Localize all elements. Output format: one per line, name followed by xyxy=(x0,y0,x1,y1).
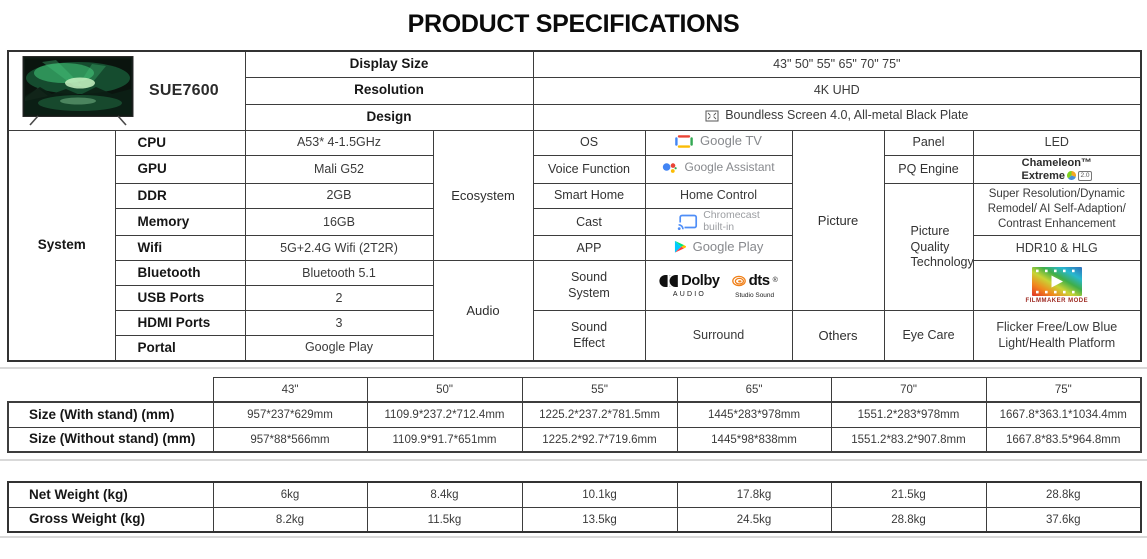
size-col-75: 75" xyxy=(986,377,1141,402)
dts-swirl-icon xyxy=(732,275,746,287)
audio-sound-system-label: Sound System xyxy=(533,261,645,311)
size-without-stand-70: 1551.2*83.2*907.8mm xyxy=(831,427,986,452)
separator-line xyxy=(0,536,1147,538)
gross-weight-55: 13.5kg xyxy=(522,507,677,532)
system-usb-value: 2 xyxy=(245,286,433,311)
section-system: System xyxy=(8,131,115,361)
net-weight-43: 6kg xyxy=(213,482,367,507)
picture-pq-engine-value xyxy=(973,156,1141,184)
picture-pq-engine-label: PQ Engine xyxy=(884,156,973,184)
overview-resolution-value: 4K UHD xyxy=(533,78,1141,105)
chameleon-pinwheel-icon xyxy=(1067,171,1076,180)
spec-table xyxy=(7,50,1142,362)
page-title: PRODUCT SPECIFICATIONS xyxy=(407,10,740,38)
section-ecosystem: Ecosystem xyxy=(433,131,533,261)
overview-resolution-label: Resolution xyxy=(245,78,533,105)
gross-weight-50: 11.5kg xyxy=(367,507,522,532)
model-name: SUE7600 xyxy=(149,82,219,99)
net-weight-50: 8.4kg xyxy=(367,482,522,507)
size-without-stand-65: 1445*98*838mm xyxy=(677,427,831,452)
picture-pqt-label: Picture Quality Technology xyxy=(884,184,973,311)
size-table xyxy=(7,377,1142,454)
google-tv-logo: Google TV xyxy=(675,133,762,149)
google-play-icon xyxy=(674,240,686,254)
gross-weight-70: 28.8kg xyxy=(831,507,986,532)
size-with-stand-50: 1109.9*237.2*712.4mm xyxy=(367,402,522,427)
size-with-stand-75: 1667.8*363.1*1034.4mm xyxy=(986,402,1141,427)
section-others: Others xyxy=(792,311,884,361)
others-eye-care-value: Flicker Free/Low Blue Light/Health Platform xyxy=(973,311,1141,361)
system-ddr-label: DDR xyxy=(115,184,245,209)
system-memory-value: 16GB xyxy=(245,209,433,236)
dolby-audio-logo: Dolby AUDIO xyxy=(659,272,719,300)
boundless-screen-icon xyxy=(705,110,719,122)
ecosystem-app-label: APP xyxy=(533,236,645,261)
picture-pqt-value-3 xyxy=(973,261,1141,311)
size-col-43: 43" xyxy=(213,377,367,402)
ecosystem-voice-value xyxy=(645,156,792,184)
size-without-stand-55: 1225.2*92.7*719.6mm xyxy=(522,427,677,452)
system-cpu-label: CPU xyxy=(115,131,245,156)
size-with-stand-65: 1445*283*978mm xyxy=(677,402,831,427)
audio-sound-effect-label: Sound Effect xyxy=(533,311,645,361)
picture-panel-label: Panel xyxy=(884,131,973,156)
gross-weight-75: 37.6kg xyxy=(986,507,1141,532)
gross-weight-43: 8.2kg xyxy=(213,507,367,532)
section-audio: Audio xyxy=(433,261,533,361)
dts-logo: dts ® Studio Sound xyxy=(732,272,778,300)
chromecast-text: Chromecast built-in xyxy=(703,209,760,233)
section-picture: Picture xyxy=(792,131,884,311)
system-wifi-label: Wifi xyxy=(115,236,245,261)
system-portal-value: Google Play xyxy=(245,336,433,361)
net-weight-55: 10.1kg xyxy=(522,482,677,507)
size-without-stand-50: 1109.9*91.7*651mm xyxy=(367,427,522,452)
separator-line xyxy=(0,459,1147,461)
gross-weight-label: Gross Weight (kg) xyxy=(8,507,213,532)
net-weight-label: Net Weight (kg) xyxy=(8,482,213,507)
system-gpu-label: GPU xyxy=(115,156,245,184)
ecosystem-voice-label: Voice Function xyxy=(533,156,645,184)
size-col-65: 65" xyxy=(677,377,831,402)
system-gpu-value: Mali G52 xyxy=(245,156,433,184)
ecosystem-os-value xyxy=(645,131,792,156)
system-cpu-value: A53* 4-1.5GHz xyxy=(245,131,433,156)
overview-display-size-label: Display Size xyxy=(245,51,533,78)
size-col-70: 70" xyxy=(831,377,986,402)
size-with-stand-55: 1225.2*237.2*781.5mm xyxy=(522,402,677,427)
google-assistant-icon xyxy=(662,161,677,174)
size-without-stand-label: Size (Without stand) (mm) xyxy=(8,427,213,452)
tv-product-image xyxy=(22,56,134,126)
separator-line xyxy=(0,367,1147,369)
google-tv-icon xyxy=(675,135,693,148)
ecosystem-smart-home-value: Home Control xyxy=(645,184,792,209)
overview-display-size-value: 43" 50" 55" 65" 70" 75" xyxy=(533,51,1141,78)
chameleon-extreme-logo: Chameleon™ Extreme 2.0 xyxy=(1021,157,1092,182)
picture-panel-value: LED xyxy=(973,131,1141,156)
filmmaker-mode-logo: FILMMAKER MODE xyxy=(978,265,1137,308)
size-without-stand-75: 1667.8*83.5*964.8mm xyxy=(986,427,1141,452)
google-play-logo: Google Play xyxy=(674,239,764,255)
system-bluetooth-label: Bluetooth xyxy=(115,261,245,286)
size-with-stand-70: 1551.2*283*978mm xyxy=(831,402,986,427)
system-memory-label: Memory xyxy=(115,209,245,236)
ecosystem-app-value xyxy=(645,236,792,261)
net-weight-75: 28.8kg xyxy=(986,482,1141,507)
design-text: Boundless Screen 4.0, All-metal Black Plate xyxy=(725,108,969,123)
system-wifi-value: 5G+2.4G Wifi (2T2R) xyxy=(245,236,433,261)
ecosystem-os-label: OS xyxy=(533,131,645,156)
chromecast-icon xyxy=(677,214,698,230)
ecosystem-cast-label: Cast xyxy=(533,209,645,236)
chromecast-logo xyxy=(677,210,760,233)
system-portal-label: Portal xyxy=(115,336,245,361)
size-with-stand-43: 957*237*629mm xyxy=(213,402,367,427)
dolby-icon xyxy=(659,275,678,287)
sound-system-logos xyxy=(650,272,788,300)
audio-sound-system-value xyxy=(645,261,792,311)
net-weight-65: 17.8kg xyxy=(677,482,831,507)
size-without-stand-43: 957*88*566mm xyxy=(213,427,367,452)
audio-sound-effect-value: Surround xyxy=(645,311,792,361)
size-col-50: 50" xyxy=(367,377,522,402)
system-bluetooth-value: Bluetooth 5.1 xyxy=(245,261,433,286)
filmmaker-mode-icon xyxy=(1032,267,1082,296)
size-with-stand-label: Size (With stand) (mm) xyxy=(8,402,213,427)
gross-weight-65: 24.5kg xyxy=(677,507,831,532)
ecosystem-smart-home-label: Smart Home xyxy=(533,184,645,209)
weight-table xyxy=(7,481,1142,533)
system-hdmi-label: HDMI Ports xyxy=(115,311,245,336)
system-hdmi-value: 3 xyxy=(245,311,433,336)
ecosystem-cast-value xyxy=(645,209,792,236)
overview-design-value xyxy=(533,104,1141,131)
others-eye-care-label: Eye Care xyxy=(884,311,973,361)
google-assistant-logo: Google Assistant xyxy=(662,160,774,175)
system-ddr-value: 2GB xyxy=(245,184,433,209)
picture-pqt-value-1: Super Resolution/Dynamic Remodel/ AI Self-Adaption/ Contrast Enhancement xyxy=(973,184,1141,236)
system-usb-label: USB Ports xyxy=(115,286,245,311)
overview-design-label: Design xyxy=(245,104,533,131)
size-col-55: 55" xyxy=(522,377,677,402)
net-weight-70: 21.5kg xyxy=(831,482,986,507)
product-cell xyxy=(8,51,245,131)
size-header-spacer xyxy=(8,377,213,402)
picture-pqt-value-2: HDR10 & HLG xyxy=(973,236,1141,261)
